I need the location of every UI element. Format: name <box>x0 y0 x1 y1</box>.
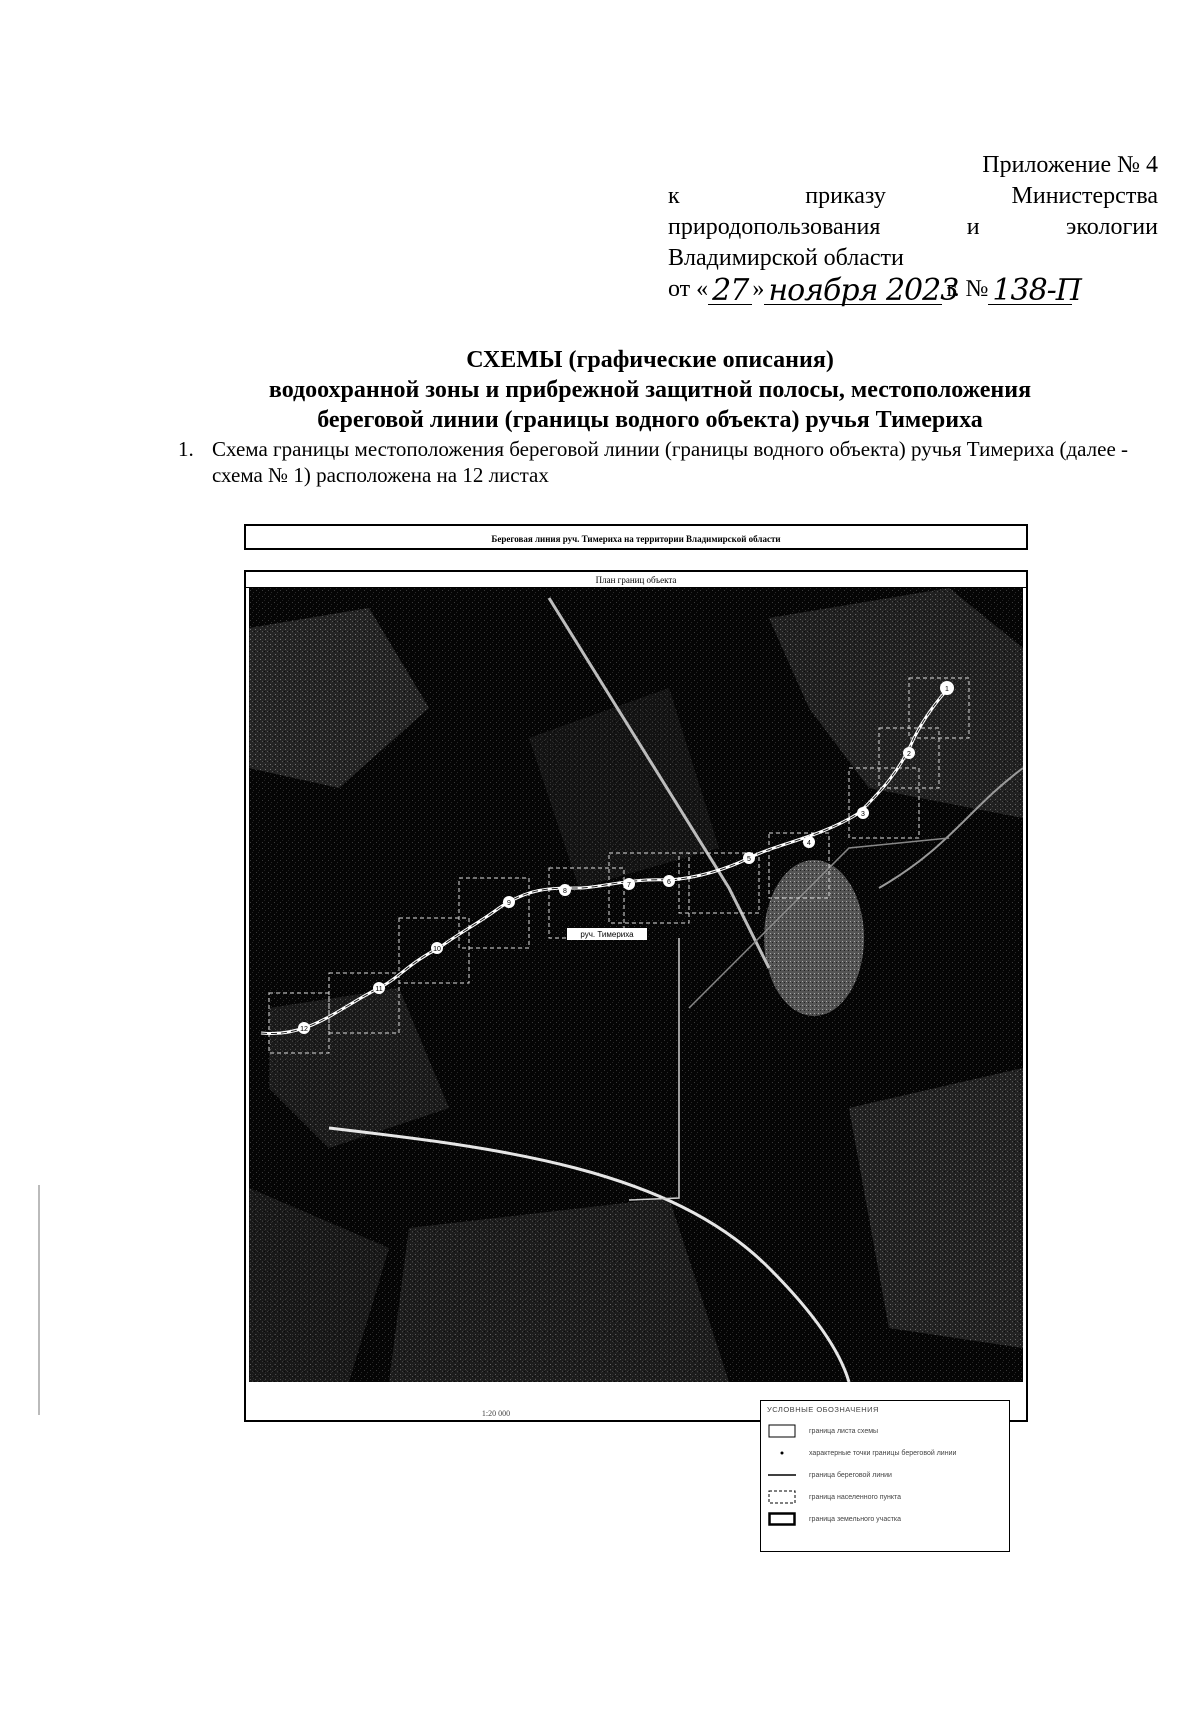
svg-text:9: 9 <box>507 900 511 907</box>
list-item-text: Схема границы местоположения береговой линии (границы водного объекта) ручья Тимериха (далее - схема № 1) расположена на 12 листах <box>212 437 1129 487</box>
svg-text:11: 11 <box>375 986 383 993</box>
sheet-marker <box>903 747 915 759</box>
svg-text:2: 2 <box>907 751 911 758</box>
legend-item: граница земельного участка <box>767 1508 1003 1530</box>
appendix-line2: к приказу Министерства <box>668 183 1158 209</box>
map-legend <box>760 1400 1010 1552</box>
appendix-block <box>668 150 1158 308</box>
sheet-marker <box>503 896 515 908</box>
sheet-marker <box>623 878 635 890</box>
legend-bold-rect-icon <box>767 1512 797 1526</box>
legend-item: граница береговой линии <box>767 1464 1003 1486</box>
svg-text:4: 4 <box>807 840 811 847</box>
list-item-number: 1. <box>178 437 194 461</box>
sheet-marker <box>940 681 954 695</box>
sheet-marker <box>663 875 675 887</box>
map-header: Береговая линия руч. Тимериха на территории Владимирской области <box>244 524 1028 550</box>
legend-item: характерные точки границы береговой линии <box>767 1442 1003 1464</box>
map-scale: 1:20 000 <box>481 1409 511 1418</box>
svg-text:12: 12 <box>300 1026 308 1033</box>
map-subtitle: План границ объекта <box>246 572 1026 588</box>
appendix-order-line: от « 27 » ноября 2023 г. № 138-П <box>668 273 1081 308</box>
svg-text:3: 3 <box>861 811 865 818</box>
map-frame <box>244 570 1028 1422</box>
svg-text:7: 7 <box>627 882 631 889</box>
sheet-marker <box>431 942 443 954</box>
sheet-marker <box>373 982 385 994</box>
satellite-map <box>249 588 1023 1382</box>
order-day: 27 <box>708 278 752 305</box>
svg-text:6: 6 <box>667 879 671 886</box>
svg-text:8: 8 <box>563 888 567 895</box>
appendix-line3: природопользования и экологии <box>668 214 1158 240</box>
order-month-year: ноября 2023 <box>764 278 942 305</box>
legend-rect-icon <box>767 1424 797 1438</box>
legend-item: граница листа схемы <box>767 1420 1003 1442</box>
sheet-marker <box>857 807 869 819</box>
legend-item: граница населенного пункта <box>767 1486 1003 1508</box>
svg-text:1: 1 <box>945 686 949 693</box>
sheet-marker <box>559 884 571 896</box>
sheet-marker <box>803 836 815 848</box>
legend-dot-icon <box>767 1446 797 1460</box>
sheet-marker <box>298 1022 310 1034</box>
document-title: СХЕМЫ (графические описания) водоохранной зоны и прибрежной защитной полосы, местоположения береговой линии (границы водного объекта) ручья Тимериха <box>268 347 1032 433</box>
list-item <box>178 436 1138 488</box>
svg-text:5: 5 <box>747 856 751 863</box>
legend-title: УСЛОВНЫЕ ОБОЗНАЧЕНИЯ <box>767 1405 879 1414</box>
legend-line-icon <box>767 1468 797 1482</box>
stream-label: руч. Тимериха <box>580 930 634 939</box>
appendix-line4: Владимирской области <box>668 245 904 271</box>
scan-edge-line <box>38 1185 40 1415</box>
order-number: 138-П <box>988 278 1072 305</box>
svg-text:10: 10 <box>433 946 441 953</box>
appendix-title: Приложение № 4 <box>982 152 1158 178</box>
sheet-marker <box>743 852 755 864</box>
legend-dashed-rect-icon <box>767 1490 797 1504</box>
